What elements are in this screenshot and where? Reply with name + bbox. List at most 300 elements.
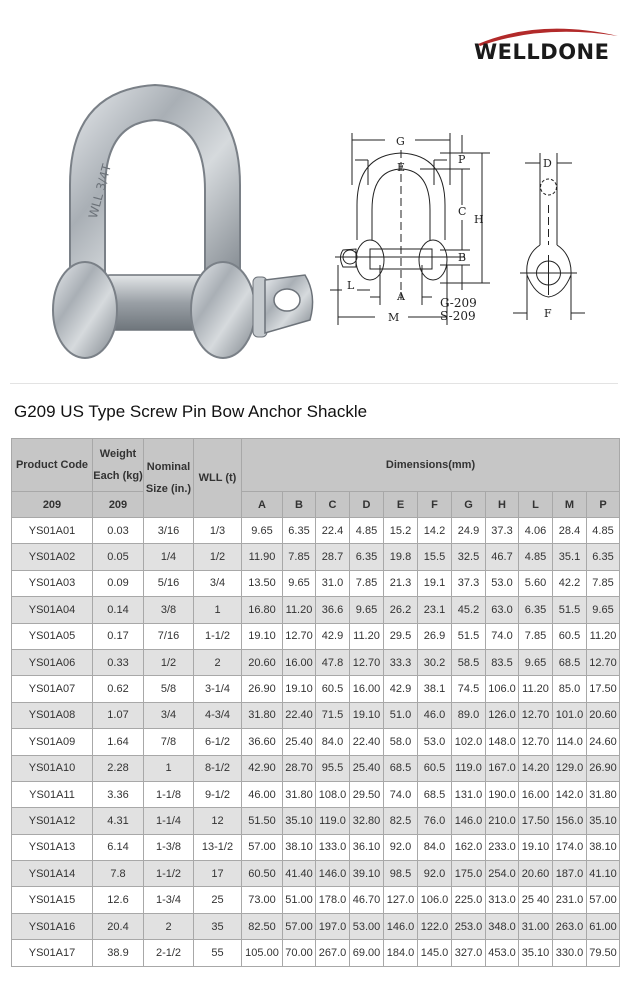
cell-weight: 0.14 (93, 597, 144, 623)
cell-dim-m: 330.0 (553, 940, 587, 966)
cell-dim-h: 83.5 (486, 649, 519, 675)
cell-dim-d: 32.80 (350, 808, 384, 834)
cell-dim-l: 7.85 (519, 623, 553, 649)
cell-dim-b: 70.00 (283, 940, 316, 966)
cell-dim-l: 35.10 (519, 940, 553, 966)
cell-dim-h: 210.0 (486, 808, 519, 834)
cell-dim-h: 126.0 (486, 702, 519, 728)
cell-product-code: YS01A12 (12, 808, 93, 834)
cell-dim-c: 119.0 (316, 808, 350, 834)
cell-dim-l: 14.20 (519, 755, 553, 781)
cell-nominal-size: 1-1/8 (144, 781, 194, 807)
cell-dim-e: 51.0 (384, 702, 418, 728)
cell-dim-h: 37.3 (486, 518, 519, 544)
cell-dim-m: 35.1 (553, 544, 587, 570)
cell-dim-f: 68.5 (418, 781, 452, 807)
cell-dim-a: 31.80 (242, 702, 283, 728)
cell-dim-f: 14.2 (418, 518, 452, 544)
dim-col-g: G (452, 492, 486, 518)
cell-dim-g: 327.0 (452, 940, 486, 966)
cell-nominal-size: 3/4 (144, 702, 194, 728)
svg-text:D: D (543, 157, 552, 170)
welldone-logo (470, 22, 625, 68)
cell-dim-c: 197.0 (316, 913, 350, 939)
cell-weight: 20.4 (93, 913, 144, 939)
cell-product-code: YS01A16 (12, 913, 93, 939)
cell-dim-f: 19.1 (418, 570, 452, 596)
cell-dim-g: 253.0 (452, 913, 486, 939)
cell-weight: 38.9 (93, 940, 144, 966)
cell-dim-g: 24.9 (452, 518, 486, 544)
weight-sub: 209 (93, 492, 144, 518)
cell-dim-d: 7.85 (350, 570, 384, 596)
cell-dim-b: 31.80 (283, 781, 316, 807)
svg-text:G: G (396, 135, 405, 148)
cell-dim-c: 36.6 (316, 597, 350, 623)
cell-nominal-size: 1-3/4 (144, 887, 194, 913)
cell-dim-h: 453.0 (486, 940, 519, 966)
svg-text:C: C (458, 205, 467, 218)
cell-dim-g: 119.0 (452, 755, 486, 781)
cell-dim-a: 82.50 (242, 913, 283, 939)
svg-text:P: P (458, 153, 466, 166)
cell-weight: 6.14 (93, 834, 144, 860)
cell-dim-l: 20.60 (519, 861, 553, 887)
cell-dim-g: 146.0 (452, 808, 486, 834)
cell-dim-l: 25 40 (519, 887, 553, 913)
cell-dim-g: 51.5 (452, 623, 486, 649)
dim-col-b: B (283, 492, 316, 518)
cell-weight: 0.17 (93, 623, 144, 649)
cell-dim-c: 47.8 (316, 649, 350, 675)
cell-dim-h: 167.0 (486, 755, 519, 781)
table-row (12, 887, 620, 913)
cell-wll: 2 (194, 649, 242, 675)
cell-dim-l: 16.00 (519, 781, 553, 807)
cell-dim-g: 175.0 (452, 861, 486, 887)
cell-dim-a: 26.90 (242, 676, 283, 702)
cell-dim-m: 129.0 (553, 755, 587, 781)
cell-dim-m: 142.0 (553, 781, 587, 807)
table-row (12, 808, 620, 834)
shackle-photo (25, 65, 320, 375)
cell-dim-b: 16.00 (283, 649, 316, 675)
cell-dim-a: 20.60 (242, 649, 283, 675)
cell-dim-d: 9.65 (350, 597, 384, 623)
cell-dim-e: 58.0 (384, 729, 418, 755)
cell-dim-l: 6.35 (519, 597, 553, 623)
cell-dim-h: 46.7 (486, 544, 519, 570)
cell-dim-f: 84.0 (418, 834, 452, 860)
cell-nominal-size: 5/16 (144, 570, 194, 596)
svg-text:F: F (544, 307, 552, 320)
cell-dim-c: 71.5 (316, 702, 350, 728)
cell-dim-c: 146.0 (316, 861, 350, 887)
dim-col-p: P (587, 492, 620, 518)
cell-dim-p: 35.10 (587, 808, 620, 834)
cell-dim-e: 19.8 (384, 544, 418, 570)
cell-dim-a: 57.00 (242, 834, 283, 860)
cell-dim-m: 263.0 (553, 913, 587, 939)
cell-weight: 4.31 (93, 808, 144, 834)
svg-text:S-209: S-209 (440, 309, 476, 323)
cell-weight: 12.6 (93, 887, 144, 913)
cell-dim-d: 11.20 (350, 623, 384, 649)
cell-dim-p: 4.85 (587, 518, 620, 544)
dim-col-h: H (486, 492, 519, 518)
col-dimensions: Dimensions(mm) (242, 439, 620, 492)
cell-dim-p: 11.20 (587, 623, 620, 649)
cell-dim-f: 92.0 (418, 861, 452, 887)
cell-dim-d: 36.10 (350, 834, 384, 860)
cell-dim-c: 267.0 (316, 940, 350, 966)
cell-nominal-size: 5/8 (144, 676, 194, 702)
cell-dim-e: 92.0 (384, 834, 418, 860)
cell-dim-a: 36.60 (242, 729, 283, 755)
weight-label-line2: Each (kg) (93, 470, 143, 482)
cell-product-code: YS01A06 (12, 649, 93, 675)
cell-dim-f: 60.5 (418, 755, 452, 781)
cell-dim-d: 69.00 (350, 940, 384, 966)
cell-dim-p: 7.85 (587, 570, 620, 596)
cell-dim-g: 225.0 (452, 887, 486, 913)
col-product-code: Product Code (12, 439, 93, 492)
cell-product-code: YS01A05 (12, 623, 93, 649)
cell-nominal-size: 2 (144, 913, 194, 939)
cell-dim-m: 28.4 (553, 518, 587, 544)
dim-col-l: L (519, 492, 553, 518)
cell-dim-b: 12.70 (283, 623, 316, 649)
dim-col-c: C (316, 492, 350, 518)
cell-nominal-size: 1-3/8 (144, 834, 194, 860)
cell-dim-h: 254.0 (486, 861, 519, 887)
cell-dim-p: 12.70 (587, 649, 620, 675)
cell-dim-h: 148.0 (486, 729, 519, 755)
cell-product-code: YS01A03 (12, 570, 93, 596)
cell-wll: 35 (194, 913, 242, 939)
cell-nominal-size: 3/8 (144, 597, 194, 623)
svg-text:A: A (397, 290, 405, 303)
cell-product-code: YS01A07 (12, 676, 93, 702)
cell-dim-m: 156.0 (553, 808, 587, 834)
cell-dim-b: 9.65 (283, 570, 316, 596)
dim-col-a: A (242, 492, 283, 518)
cell-dim-c: 60.5 (316, 676, 350, 702)
cell-dim-e: 26.2 (384, 597, 418, 623)
table-row (12, 861, 620, 887)
cell-dim-l: 11.20 (519, 676, 553, 702)
product-code-sub: 209 (12, 492, 93, 518)
cell-dim-c: 28.7 (316, 544, 350, 570)
cell-dim-e: 68.5 (384, 755, 418, 781)
cell-dim-e: 15.2 (384, 518, 418, 544)
cell-dim-c: 108.0 (316, 781, 350, 807)
cell-dim-c: 42.9 (316, 623, 350, 649)
cell-dim-g: 45.2 (452, 597, 486, 623)
cell-dim-d: 6.35 (350, 544, 384, 570)
cell-dim-p: 38.10 (587, 834, 620, 860)
cell-wll: 1 (194, 597, 242, 623)
header-row-2 (12, 492, 620, 518)
cell-dim-d: 25.40 (350, 755, 384, 781)
cell-nominal-size: 1-1/4 (144, 808, 194, 834)
nominal-label-line2: Size (in.) (145, 483, 192, 495)
cell-product-code: YS01A10 (12, 755, 93, 781)
cell-dim-p: 31.80 (587, 781, 620, 807)
cell-wll: 1/2 (194, 544, 242, 570)
cell-dim-c: 95.5 (316, 755, 350, 781)
cell-wll: 1-1/2 (194, 623, 242, 649)
cell-product-code: YS01A04 (12, 597, 93, 623)
page-title: G209 US Type Screw Pin Bow Anchor Shackle (14, 402, 368, 421)
cell-dim-e: 74.0 (384, 781, 418, 807)
cell-nominal-size: 7/8 (144, 729, 194, 755)
table-row (12, 729, 620, 755)
dim-col-d: D (350, 492, 384, 518)
cell-dim-b: 25.40 (283, 729, 316, 755)
cell-wll: 17 (194, 861, 242, 887)
cell-dim-a: 16.80 (242, 597, 283, 623)
cell-dim-l: 19.10 (519, 834, 553, 860)
cell-dim-b: 6.35 (283, 518, 316, 544)
cell-dim-f: 38.1 (418, 676, 452, 702)
table-row (12, 649, 620, 675)
cell-dim-g: 162.0 (452, 834, 486, 860)
cell-wll: 8-1/2 (194, 755, 242, 781)
cell-dim-g: 131.0 (452, 781, 486, 807)
cell-dim-h: 53.0 (486, 570, 519, 596)
cell-dim-g: 102.0 (452, 729, 486, 755)
cell-dim-l: 4.85 (519, 544, 553, 570)
cell-dim-f: 53.0 (418, 729, 452, 755)
cell-dim-l: 31.00 (519, 913, 553, 939)
cell-dim-b: 57.00 (283, 913, 316, 939)
cell-dim-d: 22.40 (350, 729, 384, 755)
header-row-1 (12, 439, 620, 492)
table-row (12, 913, 620, 939)
section-divider (10, 383, 618, 384)
cell-dim-e: 21.3 (384, 570, 418, 596)
cell-product-code: YS01A09 (12, 729, 93, 755)
cell-dim-l: 4.06 (519, 518, 553, 544)
cell-dim-m: 60.5 (553, 623, 587, 649)
cell-dim-p: 26.90 (587, 755, 620, 781)
cell-weight: 1.64 (93, 729, 144, 755)
logo-text: WELLDONE (474, 40, 610, 64)
table-row (12, 518, 620, 544)
cell-dim-b: 28.70 (283, 755, 316, 781)
cell-product-code: YS01A14 (12, 861, 93, 887)
table-row (12, 834, 620, 860)
cell-dim-m: 42.2 (553, 570, 587, 596)
cell-dim-h: 190.0 (486, 781, 519, 807)
spec-table (11, 438, 620, 967)
cell-dim-g: 32.5 (452, 544, 486, 570)
svg-text:B: B (458, 251, 467, 264)
cell-nominal-size: 1 (144, 755, 194, 781)
cell-dim-f: 23.1 (418, 597, 452, 623)
cell-dim-b: 35.10 (283, 808, 316, 834)
cell-nominal-size: 2-1/2 (144, 940, 194, 966)
cell-dim-d: 4.85 (350, 518, 384, 544)
cell-dim-e: 127.0 (384, 887, 418, 913)
cell-dim-e: 82.5 (384, 808, 418, 834)
cell-dim-c: 133.0 (316, 834, 350, 860)
cell-dim-p: 24.60 (587, 729, 620, 755)
cell-dim-h: 106.0 (486, 676, 519, 702)
cell-weight: 0.03 (93, 518, 144, 544)
cell-weight: 0.09 (93, 570, 144, 596)
cell-dim-b: 22.40 (283, 702, 316, 728)
cell-weight: 0.62 (93, 676, 144, 702)
cell-weight: 0.05 (93, 544, 144, 570)
cell-dim-a: 42.90 (242, 755, 283, 781)
cell-dim-a: 105.00 (242, 940, 283, 966)
table-row (12, 940, 620, 966)
cell-dim-e: 184.0 (384, 940, 418, 966)
cell-dim-g: 37.3 (452, 570, 486, 596)
svg-text:E: E (397, 161, 406, 174)
cell-dim-d: 12.70 (350, 649, 384, 675)
cell-dim-e: 146.0 (384, 913, 418, 939)
cell-dim-b: 51.00 (283, 887, 316, 913)
cell-dim-e: 33.3 (384, 649, 418, 675)
cell-dim-m: 114.0 (553, 729, 587, 755)
table-row (12, 623, 620, 649)
cell-dim-f: 145.0 (418, 940, 452, 966)
cell-dim-c: 178.0 (316, 887, 350, 913)
cell-dim-d: 19.10 (350, 702, 384, 728)
col-wll: WLL (t) (194, 439, 242, 518)
svg-text:G-209: G-209 (440, 296, 477, 310)
cell-dim-d: 29.50 (350, 781, 384, 807)
cell-dim-d: 46.70 (350, 887, 384, 913)
col-weight (93, 439, 144, 492)
cell-dim-a: 46.00 (242, 781, 283, 807)
cell-dim-d: 16.00 (350, 676, 384, 702)
cell-dim-c: 31.0 (316, 570, 350, 596)
cell-wll: 1/3 (194, 518, 242, 544)
cell-dim-f: 76.0 (418, 808, 452, 834)
cell-dim-l: 12.70 (519, 729, 553, 755)
cell-dim-m: 174.0 (553, 834, 587, 860)
cell-dim-a: 19.10 (242, 623, 283, 649)
cell-dim-h: 74.0 (486, 623, 519, 649)
cell-wll: 9-1/2 (194, 781, 242, 807)
table-body (12, 518, 620, 967)
dim-col-m: M (553, 492, 587, 518)
cell-nominal-size: 3/16 (144, 518, 194, 544)
cell-dim-f: 26.9 (418, 623, 452, 649)
cell-dim-e: 29.5 (384, 623, 418, 649)
cell-wll: 12 (194, 808, 242, 834)
cell-dim-h: 63.0 (486, 597, 519, 623)
cell-product-code: YS01A11 (12, 781, 93, 807)
cell-dim-a: 11.90 (242, 544, 283, 570)
cell-dim-a: 73.00 (242, 887, 283, 913)
cell-dim-l: 5.60 (519, 570, 553, 596)
cell-dim-p: 57.00 (587, 887, 620, 913)
cell-dim-p: 79.50 (587, 940, 620, 966)
cell-dim-d: 39.10 (350, 861, 384, 887)
cell-weight: 3.36 (93, 781, 144, 807)
cell-dim-m: 187.0 (553, 861, 587, 887)
shackle-side-diagram (505, 145, 595, 320)
cell-product-code: YS01A15 (12, 887, 93, 913)
cell-dim-p: 6.35 (587, 544, 620, 570)
cell-dim-m: 68.5 (553, 649, 587, 675)
cell-dim-m: 231.0 (553, 887, 587, 913)
nominal-label-line1: Nominal (146, 461, 191, 473)
cell-weight: 7.8 (93, 861, 144, 887)
cell-product-code: YS01A17 (12, 940, 93, 966)
dim-col-e: E (384, 492, 418, 518)
cell-nominal-size: 1/4 (144, 544, 194, 570)
cell-wll: 3/4 (194, 570, 242, 596)
cell-dim-f: 122.0 (418, 913, 452, 939)
cell-dim-h: 313.0 (486, 887, 519, 913)
col-nominal-size (144, 439, 194, 518)
cell-dim-p: 41.10 (587, 861, 620, 887)
cell-wll: 4-3/4 (194, 702, 242, 728)
table-row (12, 755, 620, 781)
cell-dim-g: 58.5 (452, 649, 486, 675)
cell-dim-m: 101.0 (553, 702, 587, 728)
svg-text:L: L (347, 279, 355, 292)
svg-text:WLL 3/4T: WLL 3/4T (85, 162, 114, 220)
cell-dim-l: 12.70 (519, 702, 553, 728)
cell-dim-h: 233.0 (486, 834, 519, 860)
cell-dim-f: 106.0 (418, 887, 452, 913)
cell-dim-e: 98.5 (384, 861, 418, 887)
cell-dim-a: 51.50 (242, 808, 283, 834)
cell-dim-p: 20.60 (587, 702, 620, 728)
cell-dim-g: 89.0 (452, 702, 486, 728)
cell-dim-p: 9.65 (587, 597, 620, 623)
cell-dim-f: 30.2 (418, 649, 452, 675)
cell-dim-c: 22.4 (316, 518, 350, 544)
cell-dim-a: 13.50 (242, 570, 283, 596)
cell-dim-h: 348.0 (486, 913, 519, 939)
cell-dim-p: 17.50 (587, 676, 620, 702)
cell-dim-f: 46.0 (418, 702, 452, 728)
table-row (12, 544, 620, 570)
table-row (12, 702, 620, 728)
cell-dim-m: 51.5 (553, 597, 587, 623)
cell-product-code: YS01A02 (12, 544, 93, 570)
cell-weight: 1.07 (93, 702, 144, 728)
cell-wll: 25 (194, 887, 242, 913)
table-row (12, 781, 620, 807)
cell-dim-b: 19.10 (283, 676, 316, 702)
cell-dim-c: 84.0 (316, 729, 350, 755)
svg-text:H: H (474, 213, 484, 226)
table-row (12, 570, 620, 596)
cell-dim-b: 7.85 (283, 544, 316, 570)
cell-dim-d: 53.00 (350, 913, 384, 939)
cell-dim-a: 9.65 (242, 518, 283, 544)
cell-dim-m: 85.0 (553, 676, 587, 702)
weight-label-line1: Weight (99, 448, 137, 460)
cell-dim-p: 61.00 (587, 913, 620, 939)
cell-wll: 13-1/2 (194, 834, 242, 860)
cell-wll: 6-1/2 (194, 729, 242, 755)
cell-dim-b: 11.20 (283, 597, 316, 623)
cell-dim-b: 41.40 (283, 861, 316, 887)
cell-product-code: YS01A01 (12, 518, 93, 544)
cell-nominal-size: 1-1/2 (144, 861, 194, 887)
cell-dim-b: 38.10 (283, 834, 316, 860)
